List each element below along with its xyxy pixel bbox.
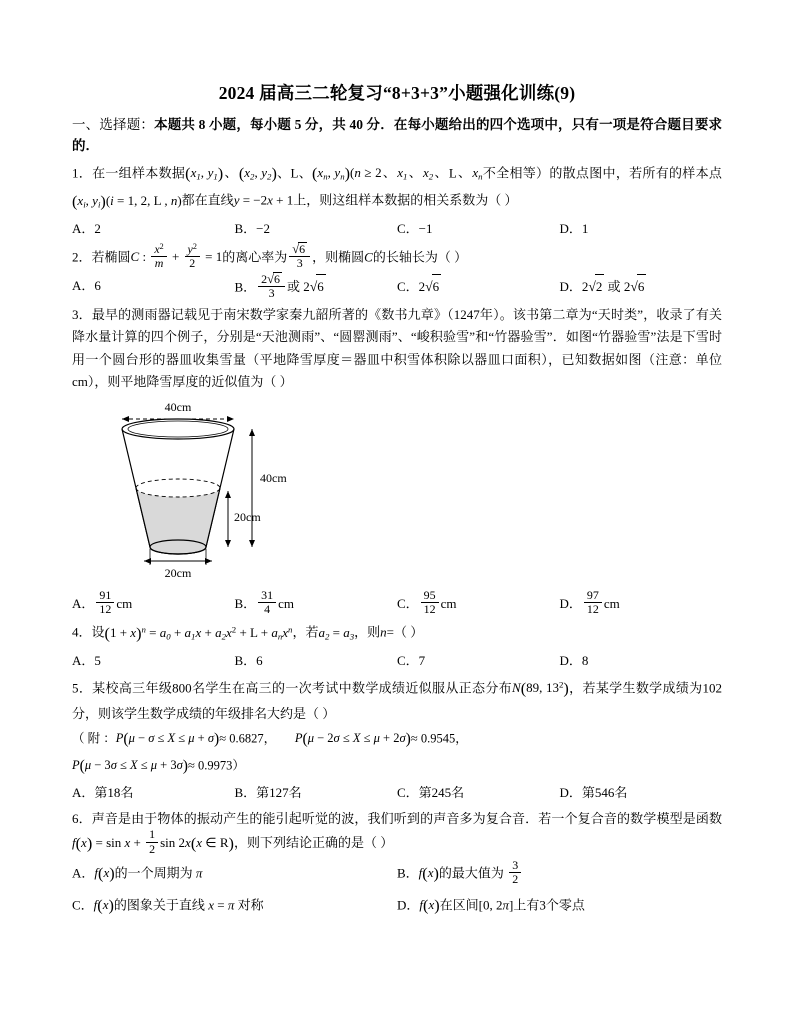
question-5-option-d[interactable]: D．第546名: [559, 785, 628, 801]
question-5-note-1: ≈ 0.6827，: [219, 730, 277, 745]
question-1-math-5: y = −2x + 1: [233, 192, 294, 208]
question-2-option-d[interactable]: D．2√2 或 2√6: [560, 274, 723, 303]
question-2-text-2: 的离心率为: [222, 249, 288, 265]
question-2-text-4: 的长轴长为（ ）: [372, 249, 468, 265]
question-5-text-1: 某校高三年级800名学生在高三的一次考试中数学成绩近似服从正态分布: [92, 680, 513, 696]
question-6-option-b[interactable]: B．f(x)的最大值为 $\frac{3}{2}$: [397, 859, 722, 890]
question-2-option-a[interactable]: A．6: [72, 277, 101, 293]
question-3-number: 3．: [72, 307, 92, 323]
question-1-number: 1．: [72, 165, 93, 181]
figure-top-label: 40cm: [164, 399, 192, 414]
question-5-number: 5．: [72, 680, 93, 696]
question-1-option-a[interactable]: A．2: [72, 221, 101, 237]
figure-right-label: 40cm: [260, 470, 287, 485]
question-4-text-2: ，若: [292, 624, 319, 640]
section-heading-prefix: 一、选择题：: [72, 117, 155, 132]
question-6-option-d[interactable]: D．f(x)在区间[0, 2π]上有3个零点: [397, 896, 585, 915]
question-3-options: [72, 587, 722, 619]
question-1-math-1: ($x_1$, $y_1$): [185, 164, 224, 183]
question-1-text-1: 在一组样本数据: [92, 165, 186, 181]
question-1-text-2: 、: [276, 165, 291, 181]
question-5-text-2: ，若某学生数学成绩为102分，则该学生数学成绩的年级排名大约是（ ）: [72, 680, 722, 722]
question-3-option-d[interactable]: D． $\frac{97}{12}$ cm: [559, 587, 620, 617]
figure-bottom-label: 20cm: [164, 565, 192, 580]
question-5-math-1: N(89, $13^2$): [512, 679, 569, 698]
question-5-note-math-1: P(μ − σ ≤ X ≤ μ + σ): [115, 730, 220, 748]
question-1-text-6: 上，则这组样本数据的相关系数为（ ）: [293, 192, 518, 208]
question-5-note-open: （ 附 ：: [72, 730, 116, 745]
question-1-option-d[interactable]: D．1: [559, 221, 589, 237]
question-5-note-math-3: P(μ − 3σ ≤ X ≤ μ + 3σ): [72, 757, 188, 775]
question-4-math-1: $(1 + x)^n = a_0 + a_1x + a_2x^2 + L + a_nx^n$: [104, 624, 293, 643]
question-5-options: [72, 781, 722, 806]
question-4-options: [72, 649, 722, 674]
question-5-note-2: ≈ 0.9545，: [410, 730, 468, 745]
question-4-option-a[interactable]: A．5: [72, 653, 101, 669]
question-4-number: 4．: [72, 624, 92, 640]
bamboo-snow-vessel-diagram: [100, 399, 400, 589]
question-4: 4．设$(1 + x)^n = a_0 + a_1x + a_2x^2 + L + a_nx^n$，若$a_2 = a_3$，则n=（ ）: [72, 624, 424, 643]
question-1-text-4: 不全相等）的散点图中，若所有的样本点: [482, 165, 722, 181]
question-5-note-3: ≈ 0.9973）: [187, 758, 245, 773]
question-5-option-a[interactable]: A．第18名: [72, 785, 134, 801]
question-3-option-a[interactable]: A． $\frac{91}{12}$ cm: [72, 587, 133, 617]
question-6-text-2: ，则下列结论正确的是（ ）: [233, 834, 394, 850]
question-6-math-1: f(x) = sin x + $\frac{1}{2}$ sin 2x(x ∈ R): [72, 827, 234, 856]
question-3-figure: [72, 399, 722, 589]
page-title: 2024 届高三二轮复习“8+3+3”小题强化训练(9): [218, 83, 576, 103]
question-6-options-row1: [72, 859, 722, 890]
question-2-number: 2．: [72, 249, 92, 265]
question-4-option-c[interactable]: C．7: [397, 653, 426, 669]
question-2-text-3: ，则椭圆: [312, 249, 365, 265]
question-1-text-3: 、: [298, 165, 312, 181]
question-3-option-b[interactable]: B． $\frac{31}{4}$ cm: [234, 587, 295, 617]
question-6-option-a[interactable]: A．f(x)的一个周期为 π: [72, 865, 203, 884]
question-3-text: 最早的测雨器记载见于南宋数学家秦九韶所著的《数书九章》（1247年）。该书第二章为“天时类”，收录了有关降水量计算的四个例子，分别是“天池测雨”、“圆罂测雨”、“峻积验雪”和“竹器验雪”．如图“竹器验雪”法是下雪时用一个圆台形的器皿收集雪量（平地降雪厚度＝器皿中积雪体积除以器皿口面积），已知数据如图（注意：单位 cm），则平地降雪厚度的近似值为（ ）: [72, 307, 722, 389]
question-5: [72, 676, 722, 726]
question-4-text-1: 设: [91, 624, 105, 640]
figure-inner-label: 20cm: [234, 509, 261, 524]
question-2-math-2: $\frac{√6}{3}$: [287, 249, 312, 264]
section-heading: [72, 115, 722, 157]
question-5-note-math-2: P(μ − 2σ ≤ X ≤ μ + 2σ): [294, 730, 411, 748]
question-5-option-c[interactable]: C．第245名: [397, 785, 465, 801]
question-1-math-3: ($x_n$, $y_n)(n \ge 2$: [312, 164, 382, 183]
question-1-math-2: ($x_2$, $y_2$): [238, 164, 277, 183]
question-3-option-c[interactable]: C． $\frac{95}{12}$ cm: [397, 587, 457, 617]
question-3: [72, 304, 722, 392]
question-6-option-c[interactable]: C．f(x)的图象关于直线 x = π 对称: [72, 896, 264, 915]
question-6: [72, 808, 722, 858]
question-2-option-c[interactable]: C．2√6: [397, 274, 560, 303]
question-1: 1．在一组样本数据($x_1$, $y_1$)、($x_2$, $y_2$)、L、($x_n$, $y_n)(n \ge 2$、$x_1$、$x_2$、L、$x_n$不全相等）的散点图中，若所有的样本点($x_i$, $y_i)(i = 1$, 2, L , n)都在直线y = −2x + 1上，则这组样本数据的相关系数为（ ）: [72, 164, 722, 211]
question-2-text-1: 若椭圆: [91, 249, 131, 265]
question-1-option-b[interactable]: B．−2: [234, 221, 271, 237]
question-4-math-2: $a_2 = a_3$: [318, 624, 355, 642]
question-2-options: [72, 271, 722, 303]
question-1-option-c[interactable]: C．−1: [397, 221, 433, 237]
question-1-text-5: 都在直线: [181, 192, 234, 208]
question-1-math-4: ($x_i$, $y_i)(i = 1$, 2, L , n): [72, 192, 182, 211]
question-6-number: 6．: [72, 810, 92, 826]
question-4-option-d[interactable]: D．8: [559, 653, 589, 669]
question-5-option-b[interactable]: B．第127名: [234, 785, 302, 801]
question-5-note: [72, 726, 722, 753]
question-2: 2．若椭圆C : $\frac{x^2}{m}$ + $\frac{y^2}{2}$ = 1的离心率为 $\frac{√6}{3}$ ，则椭圆C的长轴长为（ ）: [72, 242, 468, 271]
question-1-options: [72, 217, 722, 242]
section-heading-bold: 本题共 8 小题，每小题 5 分，共 40 分．在每小题给出的四个选项中，只有一项是符合题目要求的．: [72, 117, 723, 153]
question-4-text-4: =（ ）: [386, 624, 424, 640]
question-5-note-line2: [72, 753, 722, 780]
question-6-text-1: 声音是由于物体的振动产生的能引起听觉的波，我们听到的声音多为复合音．若一个复合音的数学模型是函数: [91, 810, 722, 826]
question-2-option-b[interactable]: B． $\frac{2√6}{3}$ 或 2√6: [234, 271, 324, 301]
question-4-text-3: ，则: [354, 624, 381, 640]
question-6-options-row2: [72, 891, 722, 922]
question-2-math-1: C : $\frac{x^2}{m}$ + $\frac{y^2}{2}$ = 1: [130, 242, 223, 271]
question-4-option-b[interactable]: B．6: [234, 653, 263, 669]
